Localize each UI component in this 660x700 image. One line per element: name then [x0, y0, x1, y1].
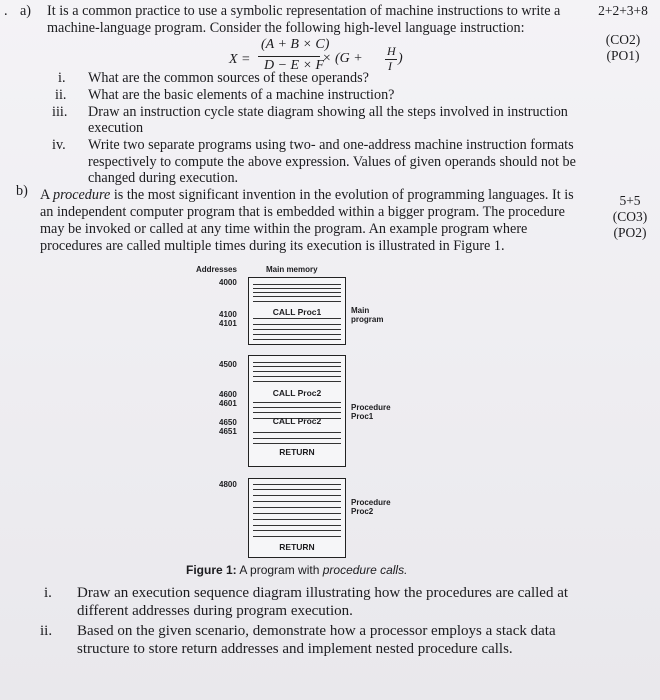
procedure1-label-2: Proc1	[351, 412, 374, 421]
procedure2-label-2: Proc2	[351, 507, 374, 516]
question-b-line1: A procedure is the most significant invention in the evolution of programming languages. It is	[40, 187, 574, 203]
address-4601: 4601	[219, 399, 237, 408]
part-a-iv-num: iv.	[52, 137, 66, 153]
part-a-iv-text3: changed during execution.	[88, 170, 239, 186]
part-b-i-num: i.	[44, 585, 52, 601]
part-a-iii-text2: execution	[88, 120, 144, 136]
part-a-i-text: What are the common sources of these operands?	[88, 70, 369, 86]
call-proc2-cell-a: CALL Proc2	[272, 388, 322, 398]
part-b-i-text2: different addresses during program execution.	[77, 603, 353, 619]
question-b-line2: an independent computer program that is embedded within a bigger program. The procedure	[40, 204, 565, 220]
part-a-iii-num: iii.	[52, 104, 68, 120]
part-a-ii-text: What are the basic elements of a machine instruction?	[88, 87, 395, 103]
equation-numerator: (A + B × C)	[261, 37, 330, 52]
address-4000: 4000	[219, 278, 237, 287]
call-proc2-cell-b: CALL Proc2	[272, 416, 322, 426]
question-a-line2: machine-language program. Consider the following high-level language instruction:	[47, 20, 525, 36]
part-b-i-text: Draw an execution sequence diagram illustrating how the procedures are called at	[77, 585, 569, 601]
question-b-marks: 5+5	[619, 193, 641, 208]
question-b-line4: procedures are called multiple times during its execution is illustrated in Figure 1.	[40, 238, 505, 254]
part-b-ii-text2: structure to store return addresses and implement nested procedure calls.	[77, 641, 513, 657]
addresses-header: Addresses	[196, 265, 237, 274]
address-4100: 4100	[219, 310, 237, 319]
return-cell-1: RETURN	[279, 447, 315, 457]
address-4800: 4800	[219, 480, 237, 489]
equation-times: × (G +	[322, 51, 363, 66]
question-a-po: (PO1)	[606, 48, 640, 63]
part-a-ii-num: ii.	[55, 87, 67, 103]
equation-inner-numerator: H	[387, 44, 396, 58]
bullet-dot: .	[4, 3, 8, 19]
part-b-ii-num: ii.	[40, 623, 53, 639]
question-b-line3: may be invoked or called at any time within the program. An example program where	[40, 221, 528, 237]
main-program-label-2: program	[351, 315, 384, 324]
call-proc1-cell: CALL Proc1	[272, 307, 322, 317]
part-b-ii-text: Based on the given scenario, demonstrate how a processor employs a stack data	[77, 623, 556, 639]
part-a-iii-text: Draw an instruction cycle state diagram showing all the steps involved in instruction	[88, 104, 568, 120]
return-cell-2: RETURN	[279, 542, 315, 552]
equation-inner-denominator: I	[388, 59, 392, 73]
question-a-co: (CO2)	[605, 32, 641, 47]
equation-lhs: X =	[229, 52, 251, 67]
address-4650: 4650	[219, 418, 237, 427]
address-4600: 4600	[219, 390, 237, 399]
equation-fraction-bar	[258, 56, 320, 57]
equation-denominator: D − E × F	[264, 58, 325, 73]
question-b-label: b)	[16, 183, 28, 199]
figure-caption: Figure 1: A program with procedure calls.	[186, 563, 408, 577]
main-memory-header: Main memory	[266, 265, 318, 274]
equation-close: )	[398, 51, 403, 66]
part-a-i-num: i.	[58, 70, 66, 86]
question-b-po: (PO2)	[613, 225, 647, 240]
procedure1-label-1: Procedure	[351, 403, 391, 412]
address-4651: 4651	[219, 427, 237, 436]
question-b-co: (CO3)	[612, 209, 648, 224]
question-a-label: a)	[20, 3, 32, 19]
procedure2-label-1: Procedure	[351, 498, 391, 507]
question-a-line1: It is a common practice to use a symbolic representation of machine instructions to write a	[47, 3, 561, 19]
address-4500: 4500	[219, 360, 237, 369]
address-4101: 4101	[219, 319, 237, 328]
question-a-marks: 2+2+3+8	[598, 3, 648, 18]
main-program-label-1: Main	[351, 306, 370, 315]
part-a-iv-text2: respectively to compute the above expression. Values of given operands should not be	[88, 154, 576, 170]
part-a-iv-text: Write two separate programs using two- and one-address machine instruction formats	[88, 137, 574, 153]
